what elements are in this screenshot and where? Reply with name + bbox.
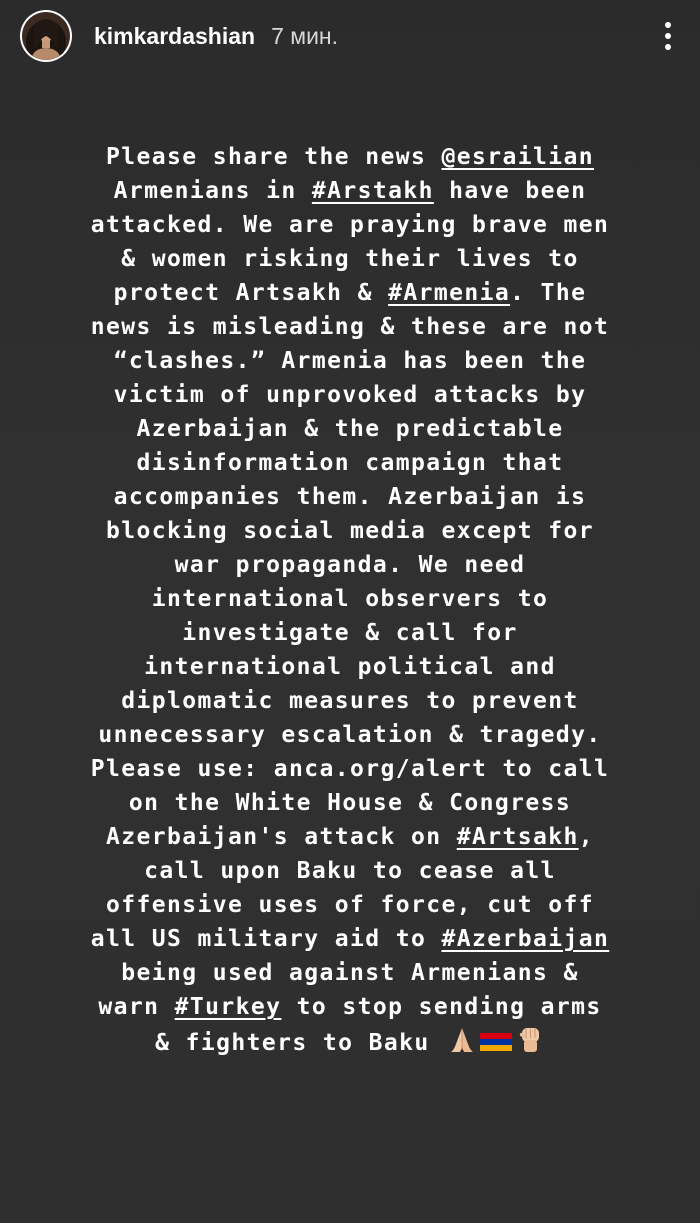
caption-text: warn [98,994,175,1020]
caption-text: on the White House & Congress [128,790,572,816]
caption-line [22,344,678,378]
caption-line [22,140,678,174]
hashtag-link[interactable]: #Arstakh [311,178,434,204]
caption-text: “clashes.” Armenia has been the [113,348,587,374]
caption-text: disinformation campaign that [136,450,564,476]
mention-link[interactable]: @esrailian [441,144,594,170]
caption-line [22,650,678,684]
caption-text: Please share the news [106,144,442,170]
caption-text: offensive uses of force, cut off [106,892,594,918]
caption-text: , [578,824,594,850]
caption-text: being used against Armenians & [121,960,579,986]
caption-text: victim of unprovoked attacks by [113,382,587,408]
more-dot [665,22,671,28]
caption-text: protect Artsakh & [113,280,389,306]
caption-line [22,616,678,650]
caption-line [22,514,678,548]
caption-line [22,310,678,344]
caption-line [22,990,678,1024]
caption-text: international observers to [151,586,549,612]
caption-text: accompanies them. Azerbaijan is [113,484,587,510]
more-dot [665,44,671,50]
caption-line [22,752,678,786]
caption-text: investigate & call for [182,620,518,646]
caption-text: call upon Baku to cease all [144,858,556,884]
hashtag-link[interactable]: #Azerbaijan [441,926,610,952]
caption-line [22,242,678,276]
caption-text: attacked. We are praying brave men [90,212,610,238]
caption-text: Please use: anca.org/alert to call [90,756,610,782]
caption-text: to stop sending arms [281,994,602,1020]
story-caption [22,140,678,1064]
caption-text: war propaganda. We need [174,552,526,578]
caption-text: Armenians in [113,178,312,204]
avatar[interactable] [20,10,72,62]
profile-avatar-icon [22,12,70,60]
caption-line [22,922,678,956]
caption-line [22,1024,678,1064]
caption-text: news is misleading & these are not [90,314,610,340]
caption-line [22,684,678,718]
caption-text: & women risking their lives to [121,246,579,272]
caption-line [22,582,678,616]
caption-text: diplomatic measures to prevent [121,688,579,714]
caption-line [22,208,678,242]
hashtag-link[interactable]: #Armenia [388,280,511,306]
caption-line [22,378,678,412]
caption-text: unnecessary escalation & tragedy. [98,722,602,748]
caption-text: have been [433,178,587,204]
caption-text: & fighters to Baku [155,1030,445,1056]
more-dot [665,33,671,39]
caption-text: Azerbaijan & the predictable [136,416,564,442]
caption-line [22,718,678,752]
caption-line [22,412,678,446]
caption-line [22,854,678,888]
caption-line [22,174,678,208]
caption-line [22,480,678,514]
caption-text: . The [510,280,587,306]
caption-line [22,820,678,854]
caption-text: international political and [144,654,556,680]
caption-line [22,548,678,582]
caption-line [22,446,678,480]
caption-line [22,888,678,922]
raised-fist-emoji [515,1024,545,1064]
username[interactable]: kimkardashian [94,22,256,49]
story-timestamp: 7 мин. [271,22,339,49]
caption-text: blocking social media except for [106,518,594,544]
armenia-flag-emoji [479,1030,513,1064]
more-vertical-icon[interactable] [656,16,680,56]
caption-line [22,786,678,820]
story-header [20,8,680,64]
caption-line [22,276,678,310]
caption-text: all US military aid to [90,926,442,952]
folded-hands-emoji [447,1026,477,1064]
caption-line [22,956,678,990]
caption-text: Azerbaijan's attack on [106,824,457,850]
hashtag-link[interactable]: #Turkey [174,994,282,1020]
hashtag-link[interactable]: #Artsakh [456,824,579,850]
